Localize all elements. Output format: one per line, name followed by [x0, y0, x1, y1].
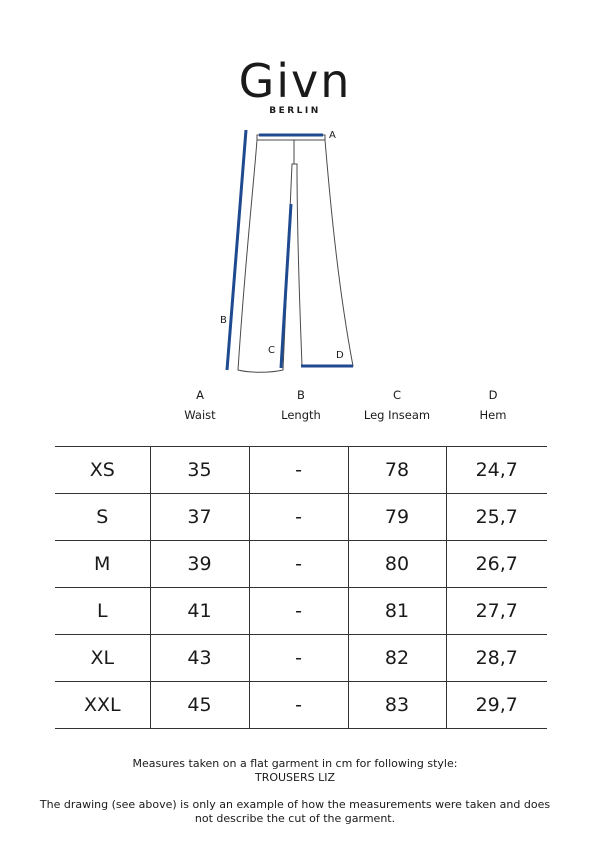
- column-letter: A: [196, 388, 204, 402]
- column-letter: B: [297, 388, 305, 402]
- label-c: C: [268, 345, 275, 356]
- size-cell: L: [55, 588, 150, 635]
- size-cell: XS: [55, 447, 150, 494]
- trousers-outline: [238, 135, 353, 372]
- column-header-leg-inseam: [347, 385, 447, 425]
- column-header-hem: [443, 385, 543, 425]
- inseam-cell: 80: [348, 541, 446, 588]
- table-row: [55, 541, 547, 588]
- column-header-waist: [150, 385, 250, 425]
- length-measure-line: [227, 130, 246, 370]
- size-cell: XXL: [55, 682, 150, 729]
- size-cell: S: [55, 494, 150, 541]
- length-cell: -: [249, 494, 348, 541]
- inseam-cell: 82: [348, 635, 446, 682]
- inseam-cell: 78: [348, 447, 446, 494]
- length-cell: -: [249, 447, 348, 494]
- disclaimer-line: not describe the cut of the garment.: [194, 812, 396, 825]
- length-cell: -: [249, 682, 348, 729]
- length-cell: -: [249, 588, 348, 635]
- brand-city: BERLIN: [269, 106, 321, 116]
- table-row: [55, 494, 547, 541]
- length-cell: -: [249, 635, 348, 682]
- hem-cell: 24,7: [446, 447, 547, 494]
- table-row: [55, 635, 547, 682]
- size-table: [55, 446, 547, 729]
- inseam-cell: 83: [348, 682, 446, 729]
- table-row: [55, 588, 547, 635]
- trousers-diagram: [215, 122, 365, 378]
- hem-cell: 27,7: [446, 588, 547, 635]
- table-row: [55, 682, 547, 729]
- table-row: [55, 447, 547, 494]
- inseam-measure-line: [281, 204, 291, 368]
- hem-cell: 26,7: [446, 541, 547, 588]
- hem-cell: 25,7: [446, 494, 547, 541]
- size-cell: XL: [55, 635, 150, 682]
- waist-cell: 35: [150, 447, 249, 494]
- column-name: Hem: [479, 408, 507, 422]
- length-cell: -: [249, 541, 348, 588]
- column-name: Waist: [184, 408, 216, 422]
- waist-cell: 39: [150, 541, 249, 588]
- style-name: TROUSERS LIZ: [254, 771, 336, 784]
- measurement-note: [20, 757, 570, 785]
- waist-cell: 43: [150, 635, 249, 682]
- label-b: B: [220, 315, 227, 326]
- brand-logo: [0, 54, 590, 116]
- column-letter: D: [488, 388, 498, 402]
- column-letter: C: [392, 388, 402, 402]
- hem-cell: 29,7: [446, 682, 547, 729]
- inseam-cell: 79: [348, 494, 446, 541]
- column-header-length: [251, 385, 351, 425]
- waist-cell: 45: [150, 682, 249, 729]
- waist-cell: 37: [150, 494, 249, 541]
- note-line: Measures taken on a flat garment in cm for following style:: [132, 757, 458, 770]
- waist-cell: 41: [150, 588, 249, 635]
- hem-cell: 28,7: [446, 635, 547, 682]
- brand-name: Givn: [238, 54, 352, 108]
- disclaimer-line: The drawing (see above) is only an example of how the measurements were taken and does: [39, 798, 551, 811]
- drawing-disclaimer: [20, 798, 570, 826]
- label-d: D: [336, 350, 344, 361]
- size-cell: M: [55, 541, 150, 588]
- label-a: A: [329, 130, 336, 141]
- inseam-cell: 81: [348, 588, 446, 635]
- column-name: Leg Inseam: [363, 408, 431, 422]
- column-name: Length: [281, 408, 321, 422]
